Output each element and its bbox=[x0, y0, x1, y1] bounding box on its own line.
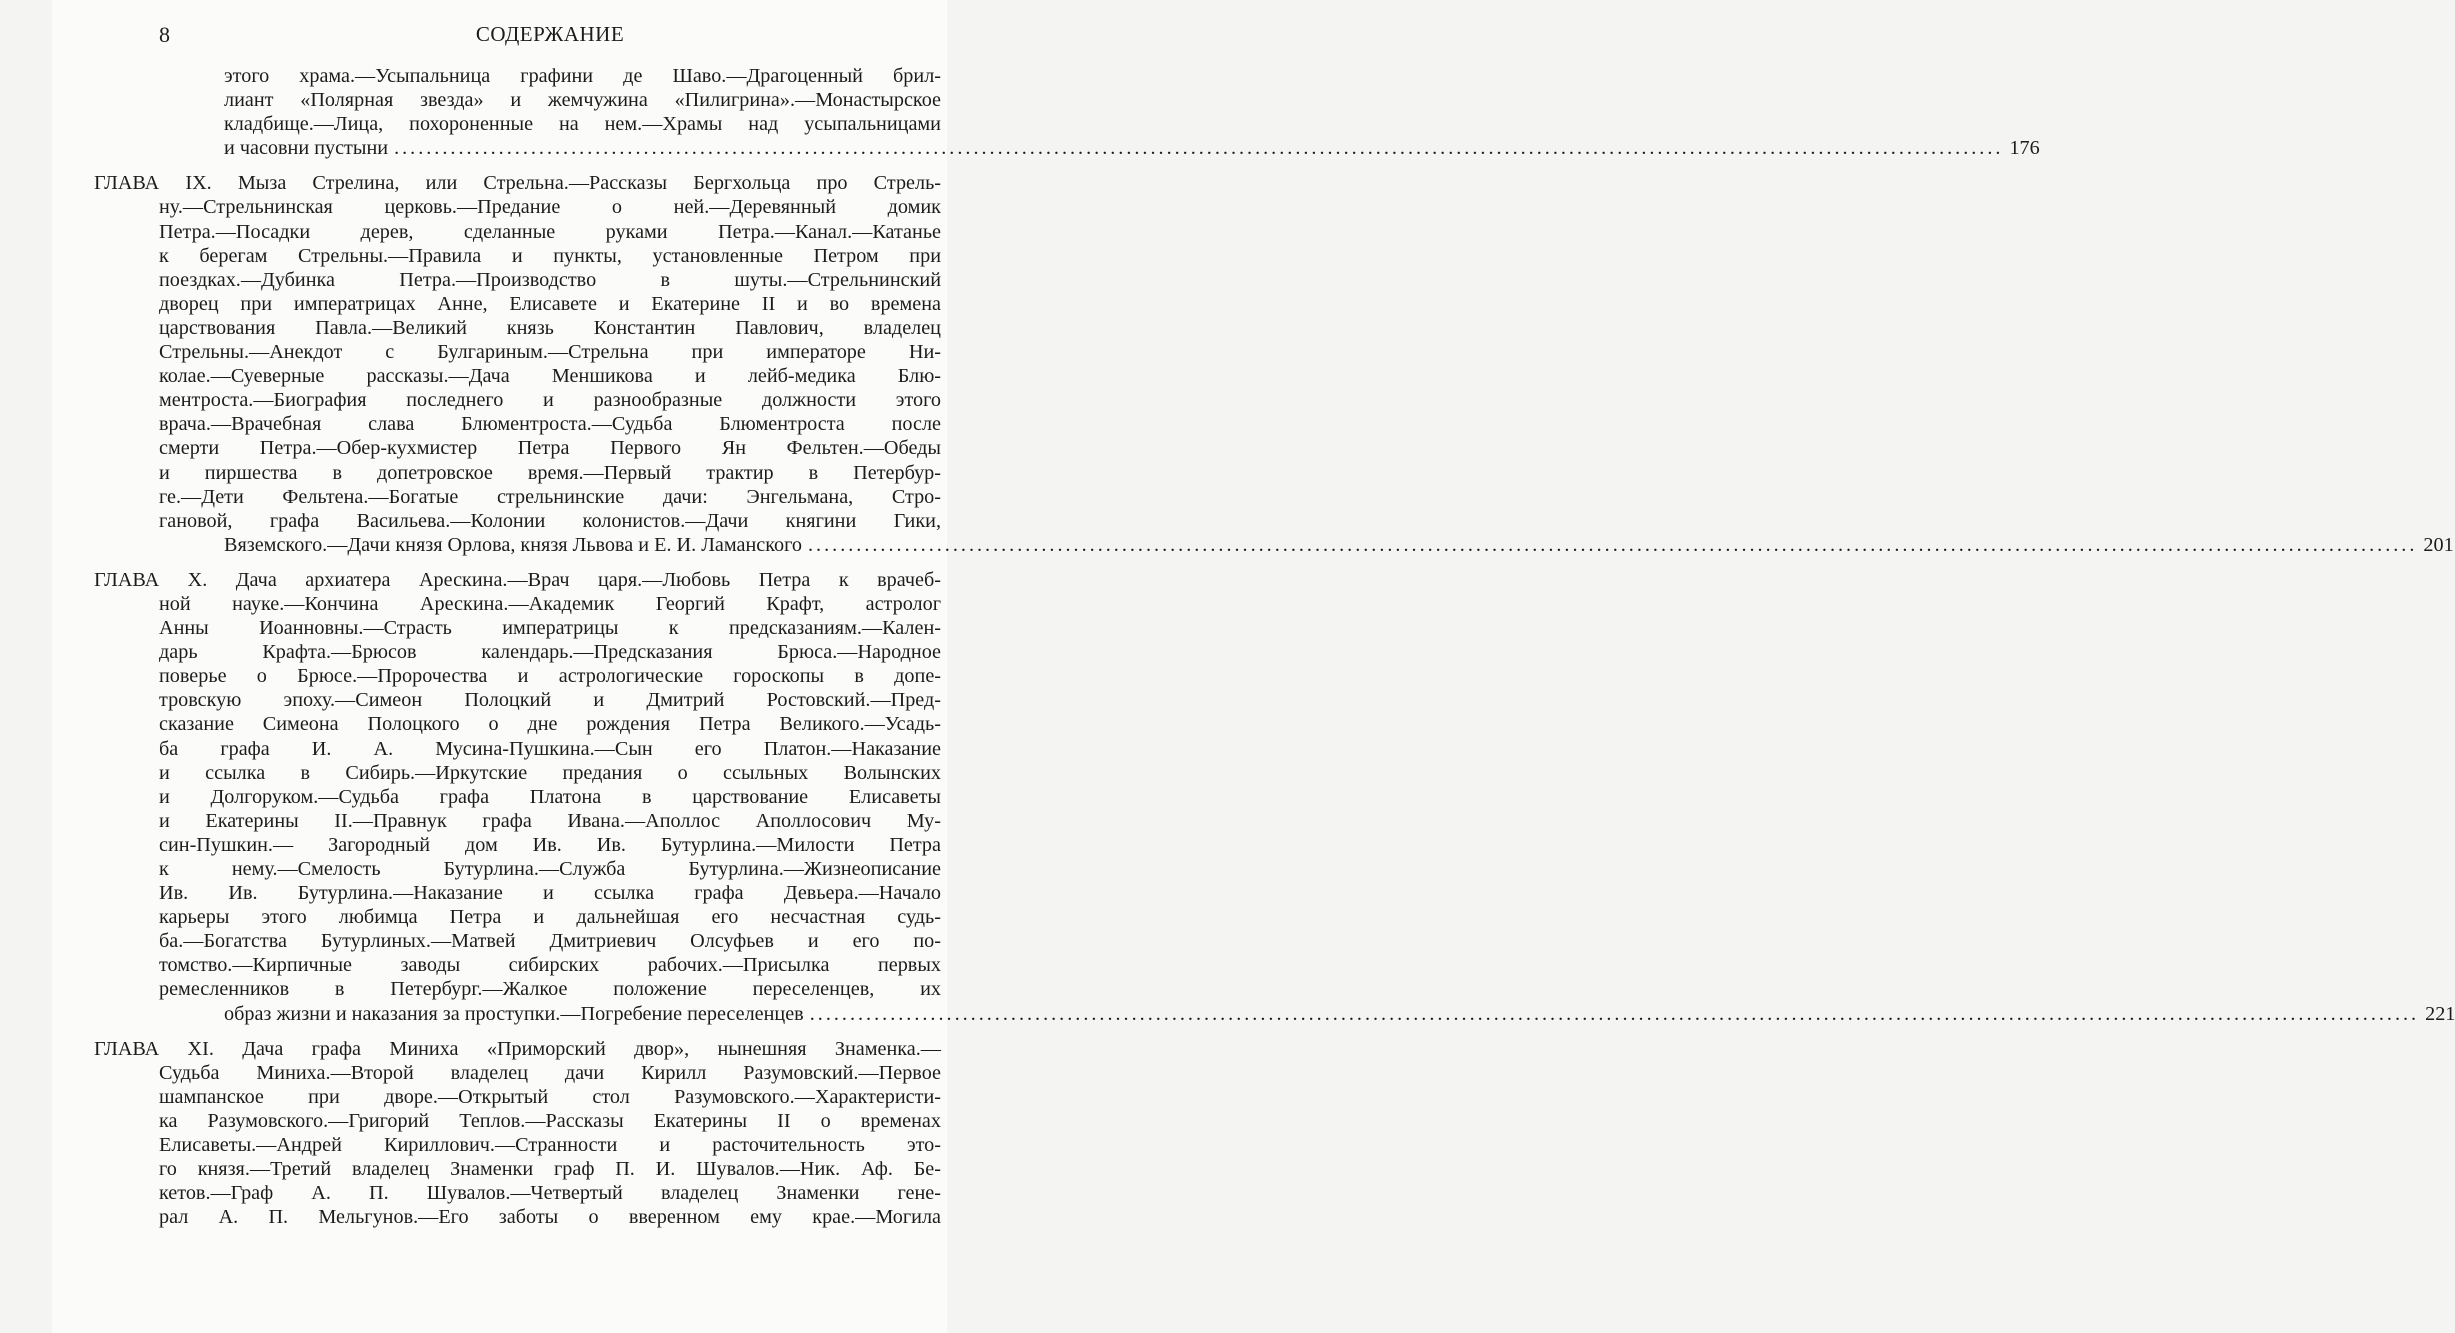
toc-line: сказание Симеона Полоцкого о дне рождения Петра Великого.—Усадь- bbox=[159, 713, 941, 736]
toc-last-line bbox=[224, 533, 2454, 557]
page-number: 8 bbox=[159, 22, 170, 47]
toc-line: врача.—Врачебная слава Блюментроста.—Судьба Блюментроста после bbox=[159, 413, 941, 436]
toc-line: Петра.—Посадки дерев, сделанные руками Петра.—Канал.—Катанье bbox=[159, 220, 941, 243]
toc-line: кетов.—Граф А. П. Шувалов.—Четвертый владелец Знаменки гене- bbox=[159, 1182, 941, 1205]
toc-line: ментроста.—Биография последнего и разнообразные должности этого bbox=[159, 389, 941, 412]
page-title: СОДЕРЖАНИЕ bbox=[475, 22, 625, 46]
dot-leader: ........................................................................................................................................................................................................ bbox=[808, 533, 2418, 556]
toc-line: ГЛАВА X. Дача архиатера Арескина.—Врач царя.—Любовь Петра к врачеб- bbox=[94, 568, 941, 591]
toc-line: поездках.—Дубинка Петра.—Производство в шуты.—Стрельнинский bbox=[159, 268, 941, 291]
toc-line: и Екатерины II.—Правнук графа Ивана.—Аполлос Аполлосович Му- bbox=[159, 809, 941, 832]
toc-line: к нему.—Смелость Бутурлина.—Служба Бутурлина.—Жизнеописание bbox=[159, 858, 941, 880]
toc-line: колае.—Суеверные рассказы.—Дача Меншикова и лейб-медика Блю- bbox=[159, 365, 941, 388]
toc-entry bbox=[94, 171, 2454, 557]
toc-line: дарь Крафта.—Брюсов календарь.—Предсказания Брюса.—Народное bbox=[159, 641, 941, 664]
dot-leader: ........................................................................................................................................................................................................ bbox=[809, 1002, 2420, 1025]
toc-line: карьеры этого любимца Петра и дальнейшая его несчастная судь- bbox=[159, 906, 941, 929]
toc-line: дворец при императрицах Анне, Елисавете и Екатерине II и во времена bbox=[159, 292, 941, 315]
toc-line: ба.—Богатства Бутурлиных.—Матвей Дмитриевич Олсуфьев и его по- bbox=[159, 930, 941, 953]
toc-line: ГЛАВА XI. Дача графа Миниха «Приморский двор», нынешняя Знаменка.— bbox=[94, 1037, 941, 1060]
toc-last-line bbox=[224, 1002, 2455, 1026]
toc-line: царствования Павла.—Великий князь Константин Павлович, владелец bbox=[159, 316, 941, 339]
toc-line: Судьба Миниха.—Второй владелец дачи Кирилл Разумовский.—Первое bbox=[159, 1061, 941, 1084]
toc-line: ге.—Дети Фельтена.—Богатые стрельнинские дачи: Энгельмана, Стро- bbox=[159, 485, 941, 508]
toc-line: Ив. Ив. Бутурлина.—Наказание и ссылка графа Девьера.—Начало bbox=[159, 882, 941, 905]
book-page bbox=[52, 0, 2455, 1333]
toc-line: к берегам Стрельны.—Правила и пункты, установленные Петром при bbox=[159, 244, 941, 267]
toc-line: томство.—Кирпичные заводы сибирских рабочих.—Присылка первых bbox=[159, 954, 941, 977]
toc-line: поверье о Брюсе.—Пророчества и астрологические гороскопы в допе- bbox=[159, 665, 941, 688]
toc-line: и Долгоруком.—Судьба графа Платона в царствование Елисаветы bbox=[159, 785, 941, 808]
toc-line: образ жизни и наказания за проступки.—Погребение переселенцев bbox=[224, 1002, 804, 1025]
toc-line: ной науке.—Кончина Арескина.—Академик Георгий Крафт, астролог bbox=[159, 592, 941, 615]
toc-entry bbox=[94, 568, 2455, 1026]
toc-line: кладбище.—Лица, похороненные на нем.—Храмы над усыпальницами bbox=[224, 113, 941, 136]
running-head bbox=[159, 22, 941, 52]
toc-line: гановой, графа Васильева.—Колонии колонистов.—Дачи княгини Гики, bbox=[159, 509, 941, 532]
toc-page-number: 176 bbox=[2009, 137, 2040, 160]
toc-line: Анны Иоанновны.—Страсть императрицы к предсказаниям.—Кален- bbox=[159, 617, 941, 640]
toc-line: и ссылка в Сибирь.—Иркутские предания о ссыльных Волынских bbox=[159, 761, 941, 784]
toc-line: и пиршества в допетровское время.—Первый трактир в Петербур- bbox=[159, 461, 941, 484]
table-of-contents bbox=[94, 64, 2455, 1240]
toc-line: ГЛАВА IX. Мыза Стрелина, или Стрельна.—Рассказы Бергхольца про Стрель- bbox=[94, 172, 941, 195]
toc-line: смерти Петра.—Обер-кухмистер Петра Первого Ян Фельтен.—Обеды bbox=[159, 437, 941, 460]
toc-line: син-Пушкин.— Загородный дом Ив. Ив. Бутурлина.—Милости Петра bbox=[159, 833, 941, 856]
toc-line: ремесленников в Петербург.—Жалкое положение переселенцев, их bbox=[159, 978, 941, 1001]
toc-line: Вяземского.—Дачи князя Орлова, князя Львова и Е. И. Ламанского bbox=[224, 533, 802, 556]
toc-page-number: 221 bbox=[2425, 1002, 2455, 1025]
toc-line: этого храма.—Усыпальница графини де Шаво.—Драгоценный брил- bbox=[224, 65, 941, 87]
dot-leader: ........................................................................................................................................................................................................ bbox=[394, 137, 2004, 160]
toc-line: го князя.—Третий владелец Знаменки граф П. И. Шувалов.—Ник. Аф. Бе- bbox=[159, 1158, 941, 1181]
toc-line: и часовни пустыни bbox=[224, 137, 389, 160]
toc-entry bbox=[94, 1037, 941, 1230]
toc-entry bbox=[159, 64, 2040, 160]
toc-line: Стрельны.—Анекдот с Булгариным.—Стрельна при императоре Ни- bbox=[159, 341, 941, 364]
toc-line: ба графа И. А. Мусина-Пушкина.—Сын его Платон.—Наказание bbox=[159, 737, 941, 760]
toc-line: ну.—Стрельнинская церковь.—Предание о ней.—Деревянный домик bbox=[159, 196, 941, 219]
toc-line: лиант «Полярная звезда» и жемчужина «Пилигрина».—Монастырское bbox=[224, 89, 941, 112]
toc-line: Елисаветы.—Андрей Кириллович.—Странности и расточительность это- bbox=[159, 1134, 941, 1157]
toc-last-line bbox=[224, 136, 2040, 160]
toc-line: рал А. П. Мельгунов.—Его заботы о вверенном ему крае.—Могила bbox=[159, 1206, 941, 1229]
toc-line: шампанское при дворе.—Открытый стол Разумовского.—Характеристи- bbox=[159, 1085, 941, 1108]
toc-line: ка Разумовского.—Григорий Теплов.—Рассказы Екатерины II о временах bbox=[159, 1109, 941, 1132]
toc-page-number: 201 bbox=[2423, 533, 2454, 556]
toc-line: тровскую эпоху.—Симеон Полоцкий и Дмитрий Ростовский.—Пред- bbox=[159, 689, 941, 712]
